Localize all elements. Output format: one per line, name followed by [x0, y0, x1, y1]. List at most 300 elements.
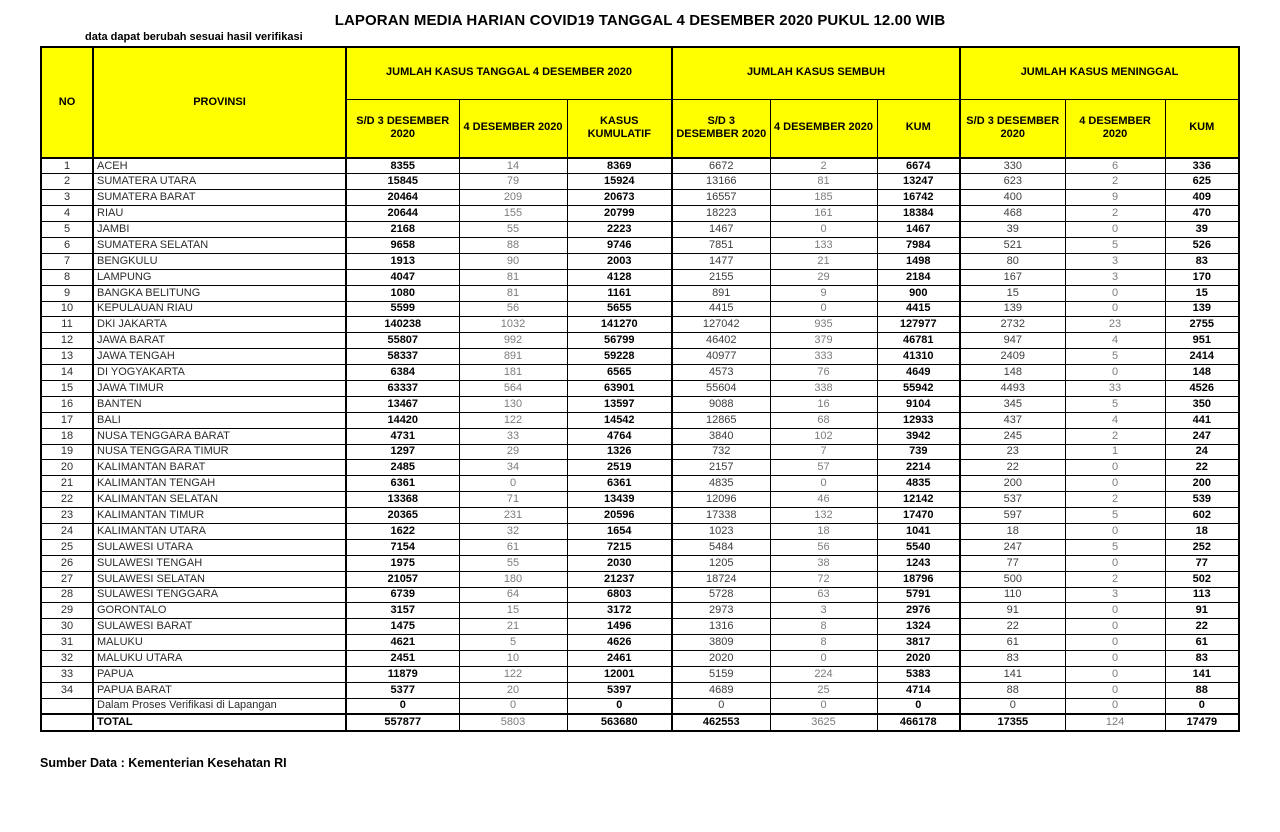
- value-cell: 91: [1165, 603, 1239, 619]
- province-name: KALIMANTAN TENGAH: [93, 476, 346, 492]
- value-cell: 21057: [346, 571, 459, 587]
- value-cell: 55604: [672, 380, 770, 396]
- value-cell: 0: [1065, 476, 1165, 492]
- value-cell: 0: [567, 698, 672, 714]
- value-cell: 0: [459, 476, 567, 492]
- value-cell: 0: [1065, 460, 1165, 476]
- value-cell: 2184: [877, 269, 960, 285]
- header-group-row: [41, 47, 1239, 99]
- value-cell: 5: [1065, 237, 1165, 253]
- value-cell: 46402: [672, 333, 770, 349]
- value-cell: 22: [960, 460, 1065, 476]
- value-cell: 71: [459, 492, 567, 508]
- value-cell: 22: [960, 619, 1065, 635]
- value-cell: 15924: [567, 174, 672, 190]
- province-name: KALIMANTAN TIMUR: [93, 508, 346, 524]
- value-cell: 56: [459, 301, 567, 317]
- value-cell: 6565: [567, 365, 672, 381]
- value-cell: 13247: [877, 174, 960, 190]
- value-cell: 350: [1165, 396, 1239, 412]
- value-cell: 6672: [672, 158, 770, 174]
- province-name: DKI JAKARTA: [93, 317, 346, 333]
- value-cell: 4835: [877, 476, 960, 492]
- value-cell: 20365: [346, 508, 459, 524]
- value-cell: 32: [459, 523, 567, 539]
- value-cell: 122: [459, 667, 567, 683]
- value-cell: 5484: [672, 539, 770, 555]
- row-number: 28: [41, 587, 93, 603]
- value-cell: 2: [1065, 492, 1165, 508]
- value-cell: 739: [877, 444, 960, 460]
- value-cell: 935: [770, 317, 877, 333]
- value-cell: 231: [459, 508, 567, 524]
- value-cell: 6384: [346, 365, 459, 381]
- table-row: [41, 587, 1239, 603]
- row-number: 12: [41, 333, 93, 349]
- value-cell: 437: [960, 412, 1065, 428]
- value-cell: 18: [1165, 523, 1239, 539]
- value-cell: 0: [1065, 682, 1165, 698]
- value-cell: 23: [960, 444, 1065, 460]
- value-cell: 23: [1065, 317, 1165, 333]
- row-number: 26: [41, 555, 93, 571]
- province-name: KALIMANTAN BARAT: [93, 460, 346, 476]
- value-cell: 4: [1065, 412, 1165, 428]
- province-name: BALI: [93, 412, 346, 428]
- value-cell: 61: [459, 539, 567, 555]
- value-cell: 537: [960, 492, 1065, 508]
- value-cell: 409: [1165, 190, 1239, 206]
- value-cell: 132: [770, 508, 877, 524]
- value-cell: 39: [960, 222, 1065, 238]
- province-name: BANTEN: [93, 396, 346, 412]
- header-sembuh-sd3: S/D 3 DESEMBER 2020: [672, 99, 770, 158]
- value-cell: 14: [459, 158, 567, 174]
- table-row: [41, 476, 1239, 492]
- value-cell: 345: [960, 396, 1065, 412]
- value-cell: 951: [1165, 333, 1239, 349]
- value-cell: 3625: [770, 714, 877, 731]
- value-cell: 602: [1165, 508, 1239, 524]
- value-cell: 245: [960, 428, 1065, 444]
- value-cell: 10: [459, 651, 567, 667]
- value-cell: 8: [770, 619, 877, 635]
- value-cell: 9: [1065, 190, 1165, 206]
- value-cell: 4626: [567, 635, 672, 651]
- province-name: ACEH: [93, 158, 346, 174]
- value-cell: 22: [1165, 460, 1239, 476]
- value-cell: 891: [459, 349, 567, 365]
- value-cell: 77: [1165, 555, 1239, 571]
- value-cell: 5: [1065, 539, 1165, 555]
- value-cell: 56799: [567, 333, 672, 349]
- value-cell: 0: [346, 698, 459, 714]
- province-name: GORONTALO: [93, 603, 346, 619]
- value-cell: 9088: [672, 396, 770, 412]
- value-cell: 29: [770, 269, 877, 285]
- row-number: 5: [41, 222, 93, 238]
- value-cell: 17470: [877, 508, 960, 524]
- value-cell: 5791: [877, 587, 960, 603]
- value-cell: 379: [770, 333, 877, 349]
- value-cell: 9746: [567, 237, 672, 253]
- value-cell: 500: [960, 571, 1065, 587]
- value-cell: 141270: [567, 317, 672, 333]
- row-number: 30: [41, 619, 93, 635]
- value-cell: 80: [960, 253, 1065, 269]
- province-name: MALUKU UTARA: [93, 651, 346, 667]
- value-cell: 539: [1165, 492, 1239, 508]
- table-row: [41, 190, 1239, 206]
- header-kasus-4des: 4 DESEMBER 2020: [459, 99, 567, 158]
- value-cell: 6739: [346, 587, 459, 603]
- value-cell: 4128: [567, 269, 672, 285]
- value-cell: 81: [770, 174, 877, 190]
- value-cell: 141: [1165, 667, 1239, 683]
- value-cell: 8355: [346, 158, 459, 174]
- value-cell: 2: [1065, 174, 1165, 190]
- row-number: 16: [41, 396, 93, 412]
- value-cell: 1: [1065, 444, 1165, 460]
- row-number: [41, 698, 93, 714]
- row-number: 32: [41, 651, 93, 667]
- row-number: 13: [41, 349, 93, 365]
- province-name: SULAWESI SELATAN: [93, 571, 346, 587]
- header-group-sembuh: JUMLAH KASUS SEMBUH: [672, 47, 960, 99]
- data-source-note: Sumber Data : Kementerian Kesehatan RI: [40, 756, 287, 771]
- table-row: [41, 222, 1239, 238]
- province-name: KALIMANTAN UTARA: [93, 523, 346, 539]
- value-cell: 155: [459, 206, 567, 222]
- row-number: 3: [41, 190, 93, 206]
- value-cell: 83: [1165, 253, 1239, 269]
- province-name: JAMBI: [93, 222, 346, 238]
- value-cell: 4047: [346, 269, 459, 285]
- value-cell: 2755: [1165, 317, 1239, 333]
- row-number: 11: [41, 317, 93, 333]
- table-row: [41, 206, 1239, 222]
- province-name: SUMATERA BARAT: [93, 190, 346, 206]
- value-cell: 18223: [672, 206, 770, 222]
- value-cell: 127977: [877, 317, 960, 333]
- value-cell: 247: [1165, 428, 1239, 444]
- value-cell: 5159: [672, 667, 770, 683]
- value-cell: 7851: [672, 237, 770, 253]
- value-cell: 521: [960, 237, 1065, 253]
- value-cell: 947: [960, 333, 1065, 349]
- value-cell: 2020: [672, 651, 770, 667]
- value-cell: 5: [1065, 508, 1165, 524]
- row-number: 9: [41, 285, 93, 301]
- covid-report-table: [40, 46, 1240, 732]
- value-cell: 200: [960, 476, 1065, 492]
- value-cell: 127042: [672, 317, 770, 333]
- value-cell: 2973: [672, 603, 770, 619]
- value-cell: 0: [770, 651, 877, 667]
- value-cell: 4: [1065, 333, 1165, 349]
- value-cell: 5599: [346, 301, 459, 317]
- table-row: [41, 174, 1239, 190]
- value-cell: 1654: [567, 523, 672, 539]
- value-cell: 38: [770, 555, 877, 571]
- value-cell: 17355: [960, 714, 1065, 731]
- value-cell: 0: [1165, 698, 1239, 714]
- table-header: [41, 47, 1239, 158]
- value-cell: 5655: [567, 301, 672, 317]
- value-cell: 1316: [672, 619, 770, 635]
- table-row: [41, 619, 1239, 635]
- table-row: [41, 539, 1239, 555]
- row-number: [41, 714, 93, 731]
- value-cell: 64: [459, 587, 567, 603]
- value-cell: 441: [1165, 412, 1239, 428]
- table-row: [41, 651, 1239, 667]
- value-cell: 12096: [672, 492, 770, 508]
- value-cell: 4493: [960, 380, 1065, 396]
- header-sembuh-4des: 4 DESEMBER 2020: [770, 99, 877, 158]
- value-cell: 462553: [672, 714, 770, 731]
- value-cell: 9104: [877, 396, 960, 412]
- header-sembuh-kum: KUM: [877, 99, 960, 158]
- value-cell: 72: [770, 571, 877, 587]
- table-body: [41, 158, 1239, 731]
- value-cell: 12142: [877, 492, 960, 508]
- value-cell: 13368: [346, 492, 459, 508]
- value-cell: 0: [1065, 667, 1165, 683]
- value-cell: 4764: [567, 428, 672, 444]
- table-row: [41, 333, 1239, 349]
- value-cell: 39: [1165, 222, 1239, 238]
- value-cell: 502: [1165, 571, 1239, 587]
- value-cell: 61: [960, 635, 1065, 651]
- value-cell: 4714: [877, 682, 960, 698]
- value-cell: 2732: [960, 317, 1065, 333]
- value-cell: 732: [672, 444, 770, 460]
- value-cell: 41310: [877, 349, 960, 365]
- row-number: 29: [41, 603, 93, 619]
- value-cell: 12865: [672, 412, 770, 428]
- value-cell: 6803: [567, 587, 672, 603]
- value-cell: 24: [1165, 444, 1239, 460]
- table-row: [41, 269, 1239, 285]
- value-cell: 55807: [346, 333, 459, 349]
- value-cell: 5383: [877, 667, 960, 683]
- value-cell: 2: [1065, 428, 1165, 444]
- value-cell: 18: [960, 523, 1065, 539]
- row-number: 31: [41, 635, 93, 651]
- value-cell: 5377: [346, 682, 459, 698]
- value-cell: 1622: [346, 523, 459, 539]
- value-cell: 58337: [346, 349, 459, 365]
- row-number: 18: [41, 428, 93, 444]
- value-cell: 7984: [877, 237, 960, 253]
- province-name: TOTAL: [93, 714, 346, 731]
- row-number: 1: [41, 158, 93, 174]
- row-number: 21: [41, 476, 93, 492]
- value-cell: 0: [459, 698, 567, 714]
- value-cell: 338: [770, 380, 877, 396]
- value-cell: 21: [459, 619, 567, 635]
- table-row: [41, 682, 1239, 698]
- value-cell: 209: [459, 190, 567, 206]
- value-cell: 1913: [346, 253, 459, 269]
- value-cell: 88: [459, 237, 567, 253]
- header-no: NO: [41, 47, 93, 158]
- value-cell: 3: [1065, 587, 1165, 603]
- province-name: DI YOGYAKARTA: [93, 365, 346, 381]
- table-row: [41, 460, 1239, 476]
- value-cell: 4649: [877, 365, 960, 381]
- value-cell: 4835: [672, 476, 770, 492]
- value-cell: 83: [960, 651, 1065, 667]
- value-cell: 6: [1065, 158, 1165, 174]
- value-cell: 161: [770, 206, 877, 222]
- value-cell: 13467: [346, 396, 459, 412]
- value-cell: 4731: [346, 428, 459, 444]
- value-cell: 597: [960, 508, 1065, 524]
- table-row: [41, 396, 1239, 412]
- value-cell: 21: [770, 253, 877, 269]
- value-cell: 83: [1165, 651, 1239, 667]
- value-cell: 1023: [672, 523, 770, 539]
- value-cell: 1496: [567, 619, 672, 635]
- value-cell: 20644: [346, 206, 459, 222]
- province-name: Dalam Proses Verifikasi di Lapangan: [93, 698, 346, 714]
- province-name: JAWA TIMUR: [93, 380, 346, 396]
- value-cell: 130: [459, 396, 567, 412]
- value-cell: 5: [459, 635, 567, 651]
- value-cell: 185: [770, 190, 877, 206]
- value-cell: 247: [960, 539, 1065, 555]
- value-cell: 148: [1165, 365, 1239, 381]
- value-cell: 1498: [877, 253, 960, 269]
- value-cell: 40977: [672, 349, 770, 365]
- table-row: [41, 492, 1239, 508]
- value-cell: 13439: [567, 492, 672, 508]
- value-cell: 13166: [672, 174, 770, 190]
- value-cell: 76: [770, 365, 877, 381]
- row-number: 23: [41, 508, 93, 524]
- table-row: [41, 508, 1239, 524]
- value-cell: 468: [960, 206, 1065, 222]
- table-row: [41, 380, 1239, 396]
- value-cell: 2030: [567, 555, 672, 571]
- value-cell: 3942: [877, 428, 960, 444]
- value-cell: 0: [1065, 651, 1165, 667]
- province-name: SULAWESI TENGAH: [93, 555, 346, 571]
- value-cell: 18724: [672, 571, 770, 587]
- value-cell: 8369: [567, 158, 672, 174]
- value-cell: 2485: [346, 460, 459, 476]
- row-number: 33: [41, 667, 93, 683]
- province-name: KALIMANTAN SELATAN: [93, 492, 346, 508]
- table-row: [41, 349, 1239, 365]
- value-cell: 2155: [672, 269, 770, 285]
- value-cell: 2519: [567, 460, 672, 476]
- value-cell: 0: [1065, 222, 1165, 238]
- value-cell: 2003: [567, 253, 672, 269]
- value-cell: 17338: [672, 508, 770, 524]
- value-cell: 4689: [672, 682, 770, 698]
- row-number: 14: [41, 365, 93, 381]
- value-cell: 1975: [346, 555, 459, 571]
- value-cell: 5540: [877, 539, 960, 555]
- value-cell: 7154: [346, 539, 459, 555]
- value-cell: 1324: [877, 619, 960, 635]
- value-cell: 563680: [567, 714, 672, 731]
- value-cell: 33: [1065, 380, 1165, 396]
- value-cell: 1467: [672, 222, 770, 238]
- value-cell: 14420: [346, 412, 459, 428]
- value-cell: 46781: [877, 333, 960, 349]
- value-cell: 3: [1065, 253, 1165, 269]
- value-cell: 18: [770, 523, 877, 539]
- row-number: 15: [41, 380, 93, 396]
- table-row: [41, 571, 1239, 587]
- row-number: 20: [41, 460, 93, 476]
- value-cell: 0: [770, 698, 877, 714]
- value-cell: 4526: [1165, 380, 1239, 396]
- value-cell: 0: [1065, 301, 1165, 317]
- table-row: [41, 428, 1239, 444]
- province-name: PAPUA BARAT: [93, 682, 346, 698]
- value-cell: 3: [1065, 269, 1165, 285]
- value-cell: 2461: [567, 651, 672, 667]
- value-cell: 20799: [567, 206, 672, 222]
- value-cell: 3: [770, 603, 877, 619]
- value-cell: 16742: [877, 190, 960, 206]
- value-cell: 20: [459, 682, 567, 698]
- value-cell: 526: [1165, 237, 1239, 253]
- table-row: [41, 158, 1239, 174]
- value-cell: 2168: [346, 222, 459, 238]
- value-cell: 1041: [877, 523, 960, 539]
- value-cell: 1467: [877, 222, 960, 238]
- value-cell: 623: [960, 174, 1065, 190]
- value-cell: 56: [770, 539, 877, 555]
- value-cell: 55: [459, 222, 567, 238]
- province-name: JAWA BARAT: [93, 333, 346, 349]
- value-cell: 9: [770, 285, 877, 301]
- value-cell: 9658: [346, 237, 459, 253]
- value-cell: 0: [1065, 285, 1165, 301]
- province-name: SULAWESI TENGGARA: [93, 587, 346, 603]
- row-number: 19: [41, 444, 93, 460]
- value-cell: 224: [770, 667, 877, 683]
- province-name: NUSA TENGGARA BARAT: [93, 428, 346, 444]
- value-cell: 180: [459, 571, 567, 587]
- value-cell: 139: [960, 301, 1065, 317]
- province-name: NUSA TENGGARA TIMUR: [93, 444, 346, 460]
- table-row: [41, 667, 1239, 683]
- value-cell: 33: [459, 428, 567, 444]
- value-cell: 1205: [672, 555, 770, 571]
- value-cell: 0: [1065, 635, 1165, 651]
- value-cell: 59228: [567, 349, 672, 365]
- value-cell: 1161: [567, 285, 672, 301]
- value-cell: 2976: [877, 603, 960, 619]
- value-cell: 55: [459, 555, 567, 571]
- value-cell: 900: [877, 285, 960, 301]
- value-cell: 0: [960, 698, 1065, 714]
- value-cell: 8: [770, 635, 877, 651]
- value-cell: 564: [459, 380, 567, 396]
- value-cell: 2409: [960, 349, 1065, 365]
- value-cell: 1080: [346, 285, 459, 301]
- value-cell: 68: [770, 412, 877, 428]
- value-cell: 1326: [567, 444, 672, 460]
- header-group-kasus: JUMLAH KASUS TANGGAL 4 DESEMBER 2020: [346, 47, 672, 99]
